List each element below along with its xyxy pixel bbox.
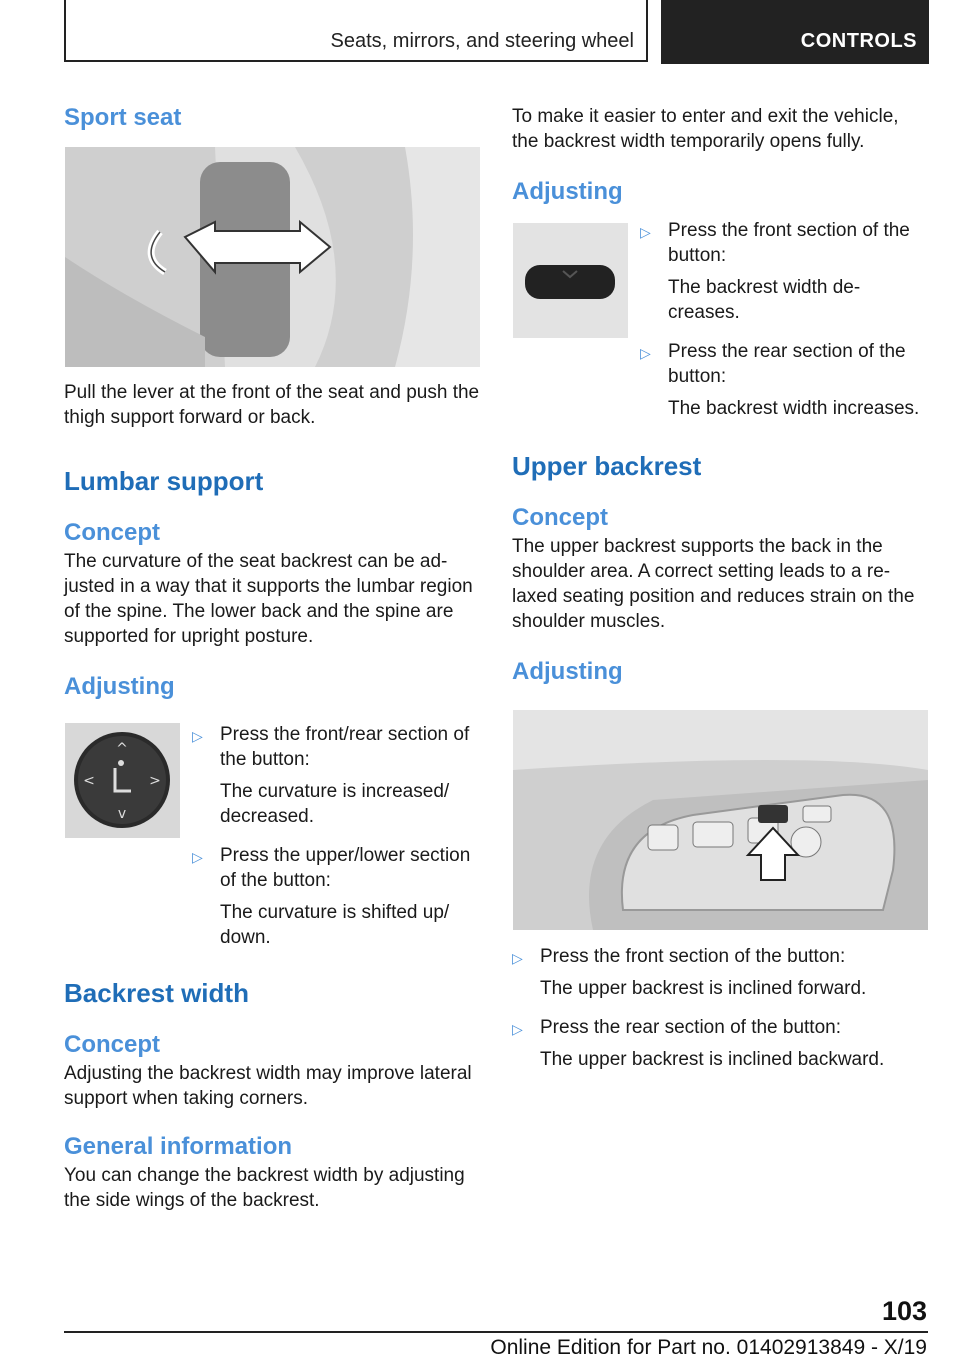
sport-seat-text-block xyxy=(64,380,482,430)
triangle-bullet-icon: ▷ xyxy=(512,950,523,966)
page-number: 103 xyxy=(881,1296,927,1326)
triangle-bullet-icon: ▷ xyxy=(640,224,651,240)
backrest-width-button-image xyxy=(513,223,628,338)
lumbar-concept-heading: Concept xyxy=(64,519,160,546)
upper-concept-heading: Concept xyxy=(512,504,608,531)
bullet-result: The curvature is increased/ decreased. xyxy=(220,781,450,827)
edition-text: Online Edition for Part no. 01402913849 - X/19 xyxy=(490,1336,927,1359)
bullet-action: Press the front section of the button: xyxy=(540,946,846,967)
bw-concept-text: Adjusting the backrest width may improve lateral support when taking corners. xyxy=(64,1063,472,1109)
triangle-bullet-icon: ▷ xyxy=(192,728,203,744)
list-item xyxy=(640,218,930,332)
sport-seat-text: Pull the lever at the front of the seat and push the thigh support forward or back. xyxy=(64,382,480,428)
lumbar-section xyxy=(64,466,482,701)
list-item xyxy=(192,722,482,836)
triangle-bullet-icon: ▷ xyxy=(192,849,203,865)
bullet-action: Press the rear section of the button: xyxy=(668,341,906,387)
header-chapter-title: CONTROLS xyxy=(800,30,917,52)
upper-backrest-section xyxy=(512,451,930,686)
bw-bullet-list xyxy=(640,218,930,435)
bw-general-heading: General information xyxy=(64,1133,293,1160)
svg-text:^: ^ xyxy=(116,741,128,757)
bw-adjusting-heading: Adjusting xyxy=(512,178,623,205)
bullet-action: Press the front/rear section of the button: xyxy=(220,724,470,770)
bullet-result: The curvature is shifted up/ down. xyxy=(220,902,450,948)
lumbar-heading: Lumbar support xyxy=(64,466,264,496)
backrest-width-section xyxy=(64,978,482,1213)
upper-bullet-list xyxy=(512,944,930,1086)
lumbar-bullet-list xyxy=(192,722,482,964)
list-item xyxy=(512,944,930,1008)
bullet-result: The upper backrest is inclined backward. xyxy=(540,1049,885,1070)
bullet-result: The backrest width de-creases. xyxy=(668,277,861,323)
lumbar-button-image xyxy=(65,723,180,838)
header-chapter-box xyxy=(661,0,929,64)
bullet-result: The backrest width increases. xyxy=(668,398,920,419)
lumbar-concept-text: The curvature of the seat backrest can be ad-justed in a way that it supports the lumbar region of the spine. The lower back and the spine are supported for upright posture. xyxy=(64,551,473,647)
svg-text:>: > xyxy=(149,773,161,789)
sport-seat-image xyxy=(65,147,480,367)
upper-adjusting-heading: Adjusting xyxy=(512,658,623,685)
page-header xyxy=(64,0,929,64)
triangle-bullet-icon: ▷ xyxy=(512,1021,523,1037)
list-item xyxy=(192,843,482,957)
bullet-action: Press the upper/lower section of the button: xyxy=(220,845,471,891)
list-item xyxy=(512,1015,930,1079)
upper-concept-text: The upper backrest supports the back in the shoulder area. A correct setting leads to a re-laxed seating position and reduces strain on the shoulder muscles. xyxy=(512,536,915,632)
bullet-action: Press the rear section of the button: xyxy=(540,1017,842,1038)
bw-concept-heading: Concept xyxy=(64,1031,160,1058)
upper-backrest-image xyxy=(513,710,928,930)
bullet-action: Press the front section of the button: xyxy=(668,220,910,266)
svg-text:<: < xyxy=(83,773,95,789)
upper-backrest-heading: Upper backrest xyxy=(512,451,702,481)
lumbar-adjusting-heading: Adjusting xyxy=(64,673,175,700)
bw-general-text: You can change the backrest width by adjusting the side wings of the backrest. xyxy=(64,1165,465,1211)
header-section-box xyxy=(64,0,648,62)
header-section-title: Seats, mirrors, and steering wheel xyxy=(330,30,634,52)
list-item xyxy=(640,339,930,428)
bullet-result: The upper backrest is inclined forward. xyxy=(540,978,867,999)
sport-seat-heading: Sport seat xyxy=(64,104,182,131)
left-column xyxy=(64,104,482,132)
footer-divider xyxy=(64,1331,928,1333)
triangle-bullet-icon: ▷ xyxy=(640,345,651,361)
backrest-width-heading: Backrest width xyxy=(64,978,249,1008)
svg-text:v: v xyxy=(117,806,127,822)
right-column xyxy=(512,104,930,206)
bw-intro-text: To make it easier to enter and exit the vehicle, the backrest width temporarily opens fully. xyxy=(512,106,899,152)
